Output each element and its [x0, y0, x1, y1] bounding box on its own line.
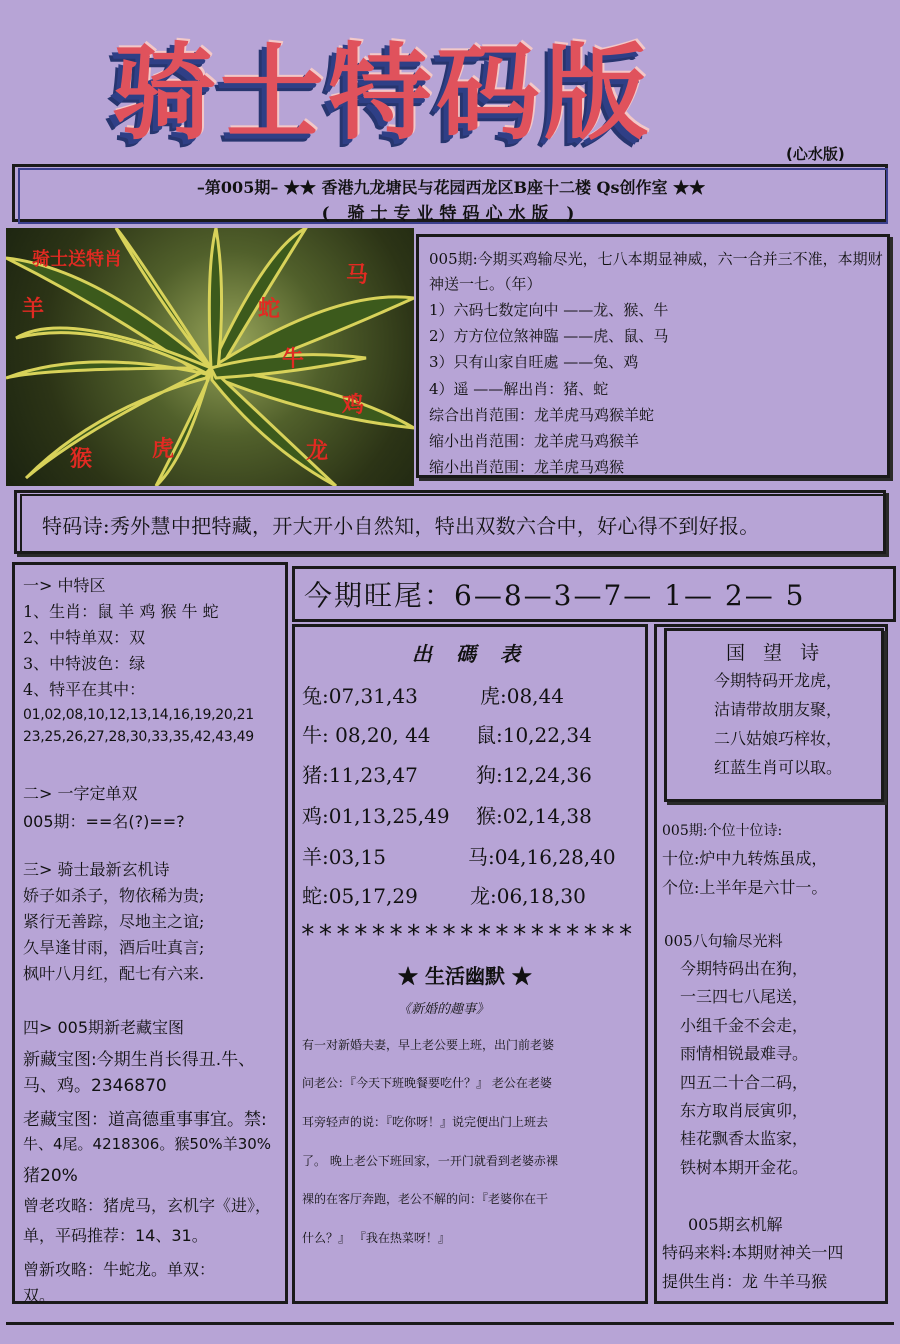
code-entry: 虎:08,44	[480, 684, 564, 708]
national-poem-line: 今期特码开龙虎，	[714, 671, 843, 690]
code-entry: 牛: 08,20, 44	[302, 723, 431, 747]
zodiac-label: 鸡	[342, 393, 365, 418]
zodiac-label: 猴	[70, 447, 93, 472]
story-title: 《新婚的趣事》	[398, 1002, 490, 1017]
edition-label: (心水版)	[786, 145, 845, 163]
code-table-title: 出碼表	[412, 642, 544, 666]
left-item: 3、中特波色：绿	[23, 654, 146, 673]
zodiac-label: 蛇	[258, 297, 281, 322]
story-line: 问老公：『今天下班晚餐要吃什？』 老公在老婆	[302, 1076, 552, 1090]
special-poem-text: 特码诗:秀外慧中把特藏，开大开小自然知，特出双数六合中，好心得不到好报。	[42, 514, 760, 538]
national-poem-line: 沽请带故朋友聚，	[714, 700, 843, 719]
left-column	[12, 562, 288, 1304]
code-entry: 马:04,16,28,40	[468, 845, 616, 869]
star-divider: *******************	[300, 920, 636, 950]
eight-line: 四五二十合二码，	[680, 1073, 809, 1092]
hot-tail-text: 今期旺尾：6—8—3—7— 1— 2— 5	[304, 579, 806, 612]
zodiac-label: 羊	[22, 297, 45, 322]
left-item: 2、中特单双：双	[23, 628, 146, 647]
story-line: 什么？』 『我在热菜呀！』	[302, 1231, 450, 1245]
treasure-line: 单，平码推荐：14、31。	[23, 1226, 208, 1245]
zodiac-label: 龙	[306, 439, 329, 464]
header-subtitle: ( 骑士专业特码心水版 )	[321, 204, 581, 224]
treasure-line: 猪20%	[23, 1166, 78, 1186]
eight-line: 雨情相锐最难寻。	[680, 1044, 809, 1063]
code-entry: 兔:07,31,43	[302, 684, 418, 708]
poem-line: 枫叶八月红，配七有六来.	[23, 964, 205, 983]
treasure-line: 马、鸡。2346870	[23, 1076, 167, 1096]
issue-headline: 005期:今期买鸡输尽光，七八本期显神威，六一合并三不准，本期财神送一七。（年）	[429, 250, 883, 293]
code-entry: 鼠:10,22,34	[476, 723, 592, 747]
eight-line: 东方取肖辰寅卯，	[680, 1101, 809, 1120]
story-line: 裸的在客厅奔跑，老公不解的问：『老婆你在干	[302, 1192, 549, 1206]
code-entry: 羊:03,15	[302, 845, 386, 869]
national-poem-title: 国 望 诗	[726, 642, 826, 664]
number-list: 01,02,08,10,12,13,14,16,19,20,21	[23, 707, 254, 723]
bottom-divider	[6, 1322, 894, 1325]
issue-line: 综合出肖范围：龙羊虎马鸡猴羊蛇	[429, 406, 655, 424]
mystic-title: 005期玄机解	[688, 1215, 783, 1234]
eight-line: 今期特码出在狗，	[680, 959, 809, 978]
section-title: 一> 中特区	[23, 576, 106, 595]
mystic-line: 特码来料:本期财神关一四	[662, 1243, 844, 1262]
humor-title: ★ 生活幽默 ★	[398, 964, 532, 988]
section-title: 四> 005期新老藏宝图	[23, 1018, 185, 1037]
story-line: 有一对新婚夫妻，早上老公要上班，出门前老婆	[302, 1038, 555, 1052]
odd-even-text: 005期：==名(?)==?	[23, 812, 185, 831]
treasure-line: 曾新攻略：牛蛇龙。单双：	[23, 1260, 216, 1279]
header-address-line: –第005期– ★★ 香港九龙塘民与花园西龙区B座十二楼 Qs创作室 ★★	[196, 178, 706, 197]
national-poem-line: 红蓝生肖可以取。	[714, 758, 843, 777]
issue-prediction-box	[416, 234, 890, 478]
code-entry: 猴:02,14,38	[476, 804, 592, 828]
digit-poem-line: 十位:炉中九转炼虽成，	[662, 849, 828, 868]
left-item: 4、特平在其中：	[23, 680, 146, 699]
code-entry: 龙:06,18,30	[470, 884, 586, 908]
zodiac-label: 马	[346, 263, 369, 288]
poem-line: 久旱逢甘雨，酒后吐真言;	[23, 938, 205, 957]
issue-line: 3）只有山家自旺處 ——兔、鸡	[429, 353, 639, 371]
eight-line: 一三四七八尾送，	[680, 987, 809, 1006]
issue-line: 缩小出肖范围：龙羊虎马鸡猴羊	[429, 432, 640, 450]
treasure-line: 牛、4尾。4218306。猴50%羊30%	[23, 1135, 272, 1153]
treasure-line: 双。	[23, 1286, 56, 1305]
poem-line: 娇子如杀子，物依稀为贵;	[23, 886, 205, 905]
national-poem-line: 二八姑娘巧梓妆，	[714, 729, 843, 748]
zodiac-label: 牛	[282, 347, 305, 372]
digit-poem-line: 个位:上半年是六廿一。	[662, 878, 828, 897]
zodiac-label: 虎	[152, 437, 175, 462]
plant-photo	[6, 228, 414, 486]
treasure-line: 老藏宝图：道高德重事事宜。禁:	[23, 1110, 267, 1130]
code-entry: 猪:11,23,47	[302, 763, 418, 787]
treasure-line: 曾老攻略：猪虎马，玄机字《进》，	[23, 1196, 272, 1215]
story-line: 耳旁轻声的说：『吃你呀！』说完便出门上班去	[302, 1115, 549, 1129]
poem-line: 紧行无善踪，尽地主之谊;	[23, 912, 205, 931]
number-list: 23,25,26,27,28,30,33,35,42,43,49	[23, 729, 254, 745]
eight-lines-title: 005八句输尽光料	[664, 932, 783, 950]
eight-line: 小组千金不会走，	[680, 1016, 809, 1035]
eight-line: 桂花飘香太监家，	[680, 1129, 809, 1148]
issue-line: 2）方方位位煞神臨 ——虎、鼠、马	[429, 327, 669, 345]
issue-line: 缩小出肖范围：龙羊虎马鸡猴	[429, 458, 625, 476]
section-title: 三> 骑士最新玄机诗	[23, 860, 170, 879]
page-title: 骑士特码版	[112, 32, 653, 154]
code-entry: 鸡:01,13,25,49	[302, 804, 450, 828]
story-line: 了。 晚上老公下班回家，一开门就看到老婆赤裸	[302, 1154, 558, 1168]
section-title: 二> 一字定单双	[23, 784, 138, 803]
mystic-line: 提供生肖：龙 牛羊马猴	[662, 1272, 828, 1291]
issue-line: 1）六码七数定向中 ——龙、猴、牛	[429, 301, 669, 319]
eight-line: 铁树本期开金花。	[680, 1158, 809, 1177]
left-item: 1、生肖：鼠 羊 鸡 猴 牛 蛇	[23, 602, 219, 621]
issue-line: 4）遥 ——解出肖：猪、蛇	[429, 380, 609, 398]
code-entry: 狗:12,24,36	[476, 763, 592, 787]
treasure-line: 新藏宝图:今期生肖长得丑.牛、	[23, 1050, 256, 1070]
digit-poem-title: 005期:个位十位诗:	[662, 823, 783, 839]
code-entry: 蛇:05,17,29	[302, 884, 418, 908]
photo-label: 骑士送特肖	[32, 249, 122, 270]
